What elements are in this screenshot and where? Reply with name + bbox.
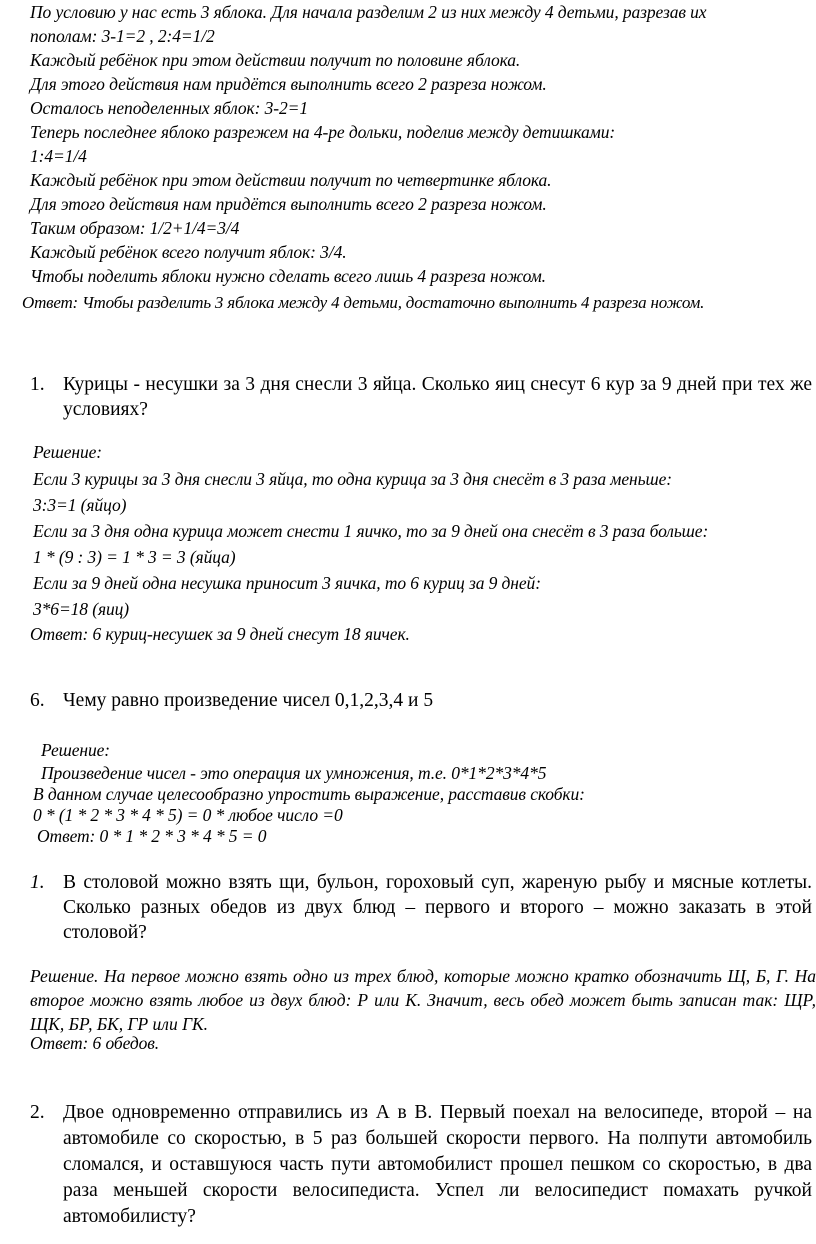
- problem-canteen: [30, 870, 812, 945]
- solution-line: Если за 3 дня одна курица может снести 1 яичко, то за 9 дней она снесёт в 3 раза больше:: [33, 521, 709, 541]
- solution-heading: Решение:: [41, 740, 111, 760]
- solution-line: Таким образом: 1/2+1/4=3/4: [30, 218, 240, 238]
- solution-line: Для этого действия нам придётся выполнить всего 2 разреза ножом.: [30, 74, 547, 94]
- solution-line: Теперь последнее яблоко разрежем на 4-ре дольки, поделив между детишками:: [30, 122, 616, 142]
- problem-text: В столовой можно взять щи, бульон, гороховый суп, жареную рыбу и мясные котлеты. Сколько разных обедов из двух блюд – первого и второго – можно заказать в этой столовой?: [63, 872, 812, 943]
- problem-number: 6.: [30, 690, 45, 711]
- problem-hens: [30, 372, 812, 422]
- solution-line: пополам: 3-1=2 , 2:4=1/2: [30, 26, 215, 46]
- problem-travel: [30, 1100, 812, 1230]
- solution-line: 1 * (9 : 3) = 1 * 3 = 3 (яйца): [33, 547, 236, 567]
- solution-line: В данном случае целесообразно упростить выражение, расставив скобки:: [33, 784, 585, 804]
- solution-line: Осталось неподеленных яблок: 3-2=1: [30, 98, 308, 118]
- solution-line: Каждый ребёнок при этом действии получит по половине яблока.: [30, 50, 521, 70]
- answer-line: Ответ: 6 обедов.: [30, 1033, 160, 1053]
- solution-line: 0 * (1 * 2 * 3 * 4 * 5) = 0 * любое число =0: [33, 805, 343, 825]
- answer-line: Ответ: 6 куриц-несушек за 9 дней снесут 18 яичек.: [30, 624, 410, 644]
- solution-line: Каждый ребёнок всего получит яблок: 3/4.: [30, 242, 347, 262]
- problem-text: Чему равно произведение чисел 0,1,2,3,4 и 5: [63, 690, 434, 711]
- solution-line: Для этого действия нам придётся выполнить всего 2 разреза ножом.: [30, 194, 547, 214]
- solution-line: Если за 9 дней одна несушка приносит 3 яичка, то 6 куриц за 9 дней:: [33, 573, 541, 593]
- solution-line: 3*6=18 (яиц): [33, 599, 130, 619]
- problem-text: Курицы - несушки за 3 дня снесли 3 яйца. Сколько яиц снесут 6 кур за 9 дней при тех же условиях?: [63, 374, 812, 420]
- answer-line: Ответ: 0 * 1 * 2 * 3 * 4 * 5 = 0: [37, 826, 267, 846]
- problem-number: 1.: [30, 374, 45, 395]
- solution-canteen: Решение. На первое можно взять одно из трех блюд, которые можно кратко обозначить Щ, Б, Г. На второе можно взять любое из двух блюд: Р или К. Значит, весь обед может быть записан так: ЩР, ЩК, БР, БК, ГР или ГК.: [30, 966, 816, 1034]
- problem-text: Двое одновременно отправились из А в В. Первый поехал на велосипеде, второй – на автомобиле со скоростью, в 5 раз большей скорости первого. На полпути автомобиль сломался, и оставшуюся часть пути автомобилист прошел пешком со скоростью, в два раза меньшей скорости велосипедиста. Успел ли велосипедист помахать ручкой автомобилисту?: [63, 1102, 812, 1227]
- solution-heading: Решение:: [33, 442, 103, 462]
- solution-line: По условию у нас есть 3 яблока. Для начала разделим 2 из них между 4 детьми, разрезав их: [30, 2, 707, 22]
- solution-line: Если 3 курицы за 3 дня снесли 3 яйца, то одна курица за 3 дня снесёт в 3 раза меньше:: [33, 469, 672, 489]
- solution-line: 1:4=1/4: [30, 146, 87, 166]
- solution-line: Чтобы поделить яблоки нужно сделать всего лишь 4 разреза ножом.: [30, 266, 546, 286]
- problem-product: [30, 688, 812, 713]
- solution-line: Каждый ребёнок при этом действии получит по четвертинке яблока.: [30, 170, 552, 190]
- problem-number: 2.: [30, 1102, 45, 1123]
- problem-number: 1.: [30, 872, 45, 893]
- solution-line: 3:3=1 (яйцо): [33, 495, 127, 515]
- answer-line: Ответ: Чтобы разделить 3 яблока между 4 детьми, достаточно выполнить 4 разреза ножом.: [22, 293, 705, 312]
- solution-line: Произведение чисел - это операция их умножения, т.е. 0*1*2*3*4*5: [41, 763, 547, 783]
